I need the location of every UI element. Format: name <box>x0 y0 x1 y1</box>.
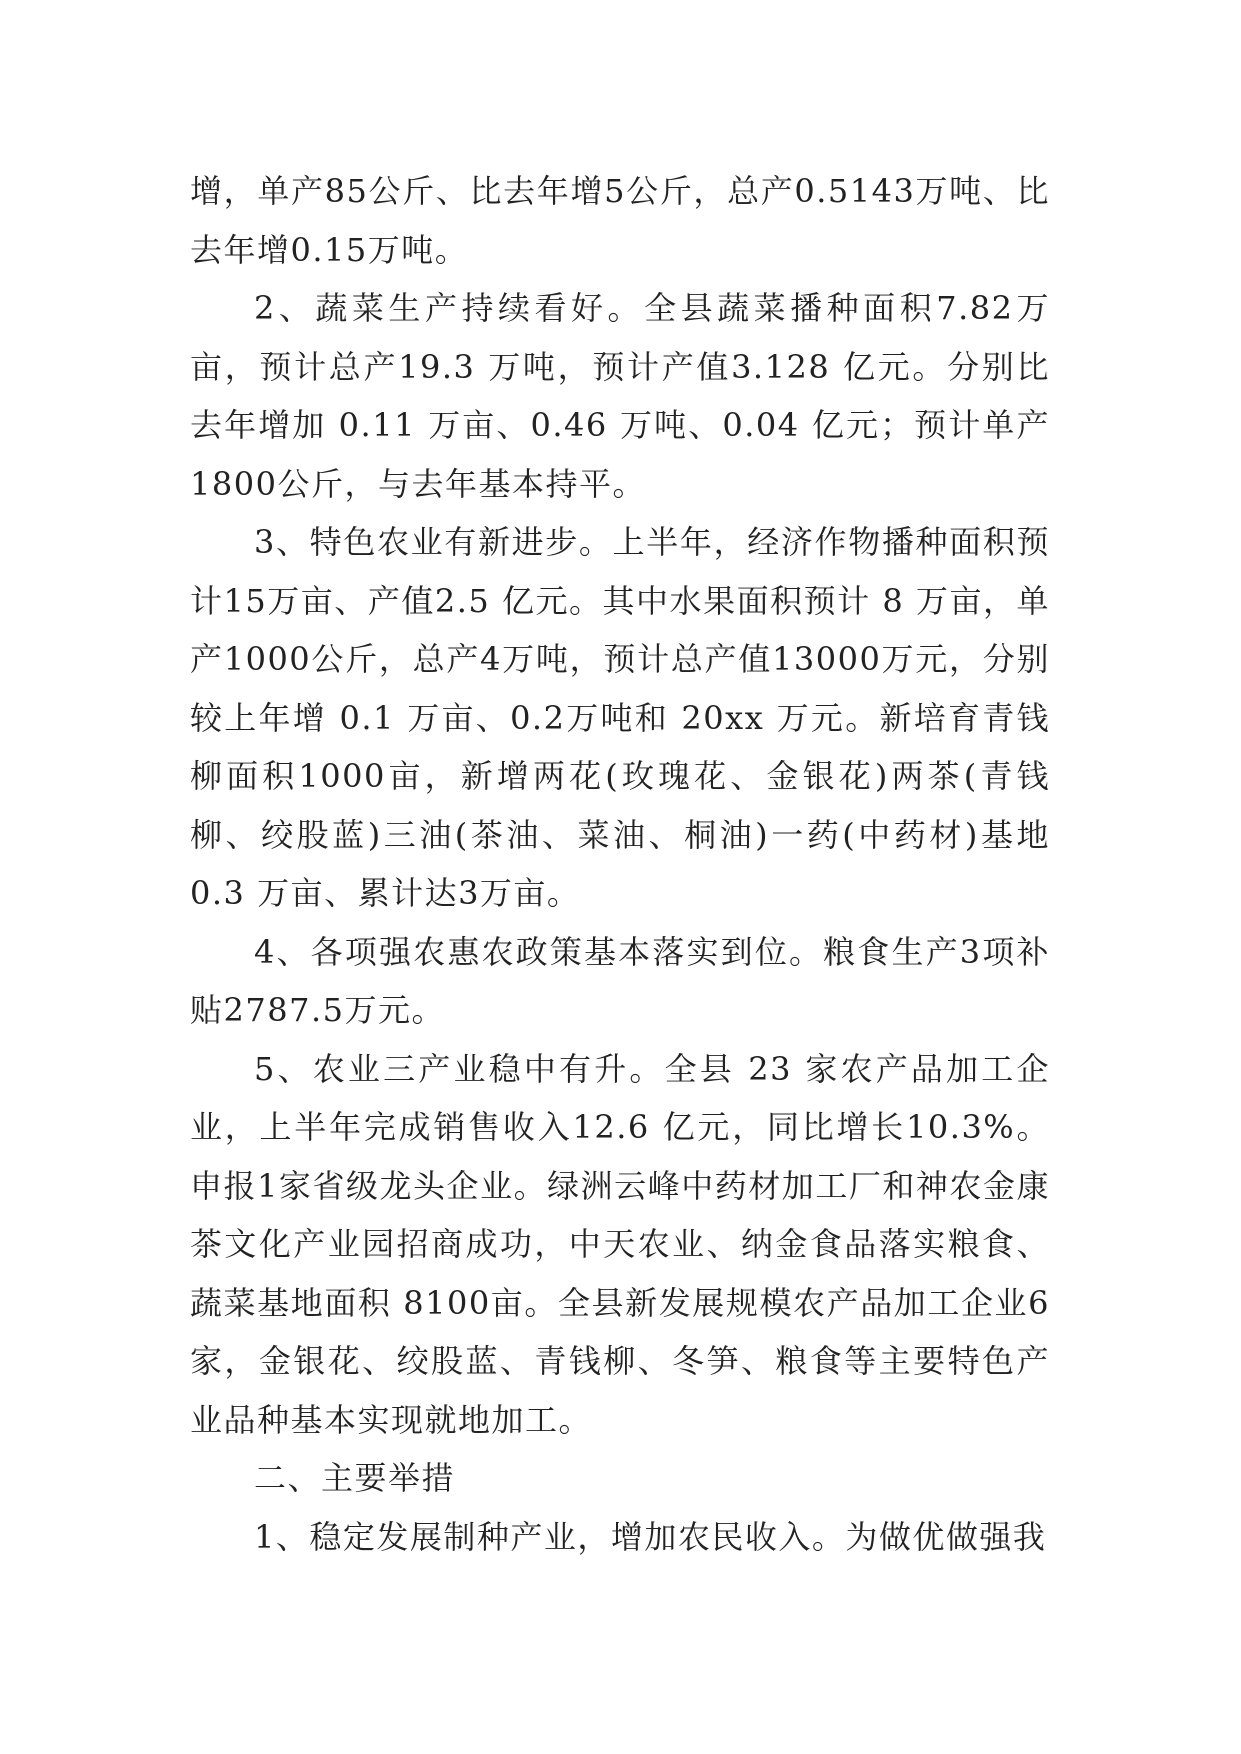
paragraph-grain-continuation: 增，单产85公斤、比去年增5公斤，总产0.5143万吨、比去年增0.15万吨。 <box>190 172 1050 269</box>
paragraph-vegetable-production: 2、蔬菜生产持续看好。全县蔬菜播种面积7.82万亩，预计总产19.3 万吨，预计产值3.128 亿元。分别比去年增加 0.11 万亩、0.46 万吨、0.04 亿元；预计单产1800公斤，与去年基本持平。 <box>190 289 1050 503</box>
paragraph-agricultural-industry: 5、农业三产业稳中有升。全县 23 家农产品加工企业，上半年完成销售收入12.6 亿元，同比增长10.3%。申报1家省级龙头企业。绿洲云峰中药材加工厂和神农金康茶文化产业园招商成功，中天农业、纳金食品落实粮食、蔬菜基地面积 8100亩。全县新发展规模农产品加工企业6家，金银花、绞股蓝、青钱柳、冬笋、粮食等主要特色产业品种基本实现就地加工。 <box>190 1049 1050 1439</box>
paragraph-seed-industry: 1、稳定发展制种产业，增加农民收入。为做优做强我 <box>254 1517 1047 1556</box>
paragraph-agricultural-policies: 4、各项强农惠农政策基本落实到位。粮食生产3项补贴2787.5万元。 <box>190 932 1050 1029</box>
paragraph-specialty-agriculture: 3、特色农业有新进步。上半年，经济作物播种面积预计15万亩、产值2.5 亿元。其中水果面积预计 8 万亩，单产1000公斤，总产4万吨，预计总产值13000万元，分别较上年增 0.1 万亩、0.2万吨和 20xx 万元。新培育青钱柳面积1000亩，新增两花(玫瑰花、金银花)两茶(青钱柳、绞股蓝)三油(茶油、菜油、桐油)一药(中药材)基地 0.3 万亩、累计达3万亩。 <box>190 523 1050 912</box>
document-body <box>190 162 1050 1566</box>
section-heading-main-measures: 二、主要举措 <box>254 1459 456 1497</box>
